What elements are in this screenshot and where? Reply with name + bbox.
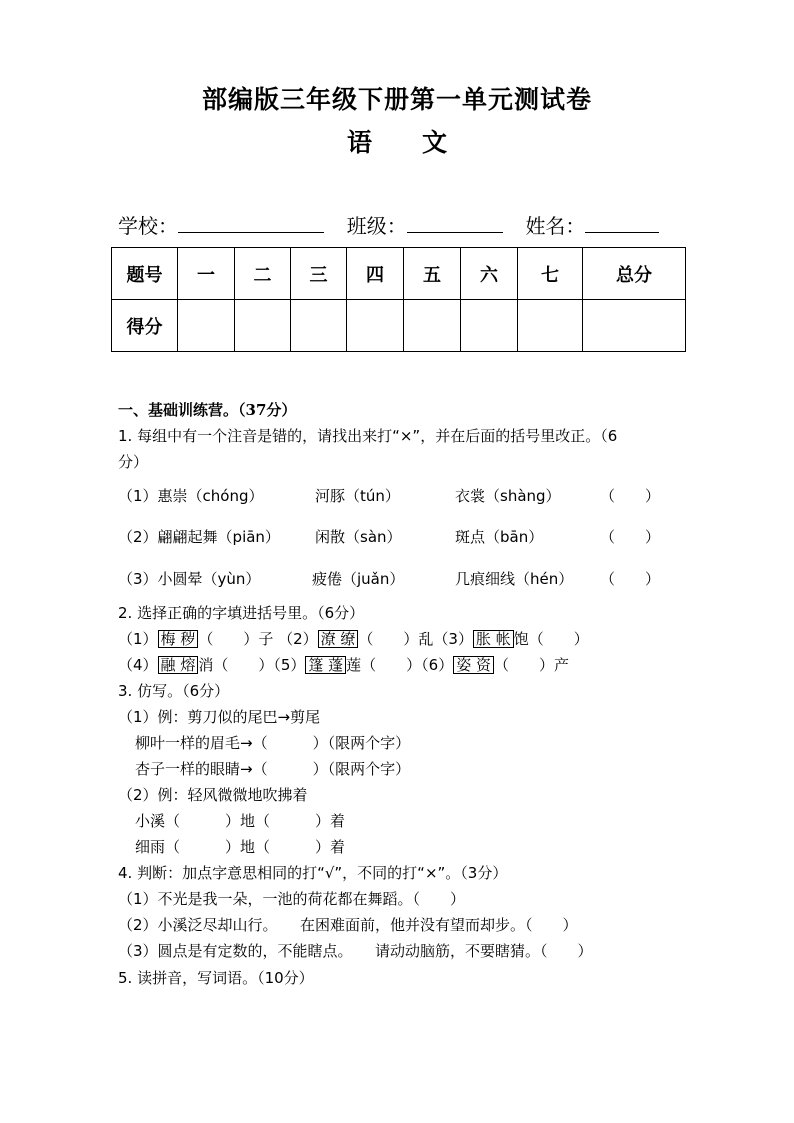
q4-text: 4. 判断：加点字意思相同的打“√”，不同的打“×”。（3分） [118, 864, 508, 882]
q3-line: 杏子一样的眼睛→（ ）（限两个字） [135, 760, 411, 778]
q2-blank-text: （ ）乱（3） [358, 630, 473, 648]
q5-text: 5. 读拼音，写词语。（10分） [118, 969, 314, 987]
student-info-line [118, 210, 659, 239]
score-cell[interactable] [178, 300, 235, 352]
page-title: 部编版三年级下册第一单元测试卷 [201, 85, 592, 114]
score-header-cell: 二 [235, 248, 291, 300]
q2-line [118, 628, 589, 649]
q3-line: 柳叶一样的眉毛→（ ）（限两个字） [135, 734, 411, 752]
q4-line: （1）不光是我一朵，一池的荷花都在舞蹈。（ ） [118, 890, 466, 908]
score-header-cell: 三 [291, 248, 347, 300]
q2-blank-text: （ ）子 （2） [198, 630, 318, 648]
answer-blank[interactable]: （ ） [600, 570, 661, 588]
q4-line: （3）圆点是有定数的，不能瞎点。 请动动脑筋，不要瞎猜。（ ） [118, 942, 593, 960]
name-label: 姓名： [525, 214, 586, 238]
class-label: 班级： [346, 214, 407, 238]
score-row-label: 得分 [112, 300, 178, 352]
score-header-cell: 七 [518, 248, 583, 300]
score-header-cell: 四 [347, 248, 404, 300]
char-choice-box: 梅 秽 [158, 630, 199, 648]
name-blank[interactable] [585, 212, 659, 233]
q2-line [118, 654, 569, 675]
q2-blank-text: 饱（ ） [513, 630, 589, 648]
score-cell[interactable] [235, 300, 291, 352]
q2-label: （1） [118, 630, 158, 648]
q3-line: （1）例：剪刀似的尾巴→剪尾 [118, 708, 321, 726]
q1-item: （1）惠崇（chóng） [118, 487, 264, 505]
school-label: 学校： [118, 214, 178, 238]
class-blank[interactable] [407, 212, 503, 233]
q4-line: （2）小溪泛尽却山行。 在困难面前，他并没有望而却步。（ ） [118, 916, 578, 934]
score-table-score-row [112, 300, 686, 352]
char-choice-box: 融 熔 [158, 656, 199, 674]
char-choice-box: 姿 资 [453, 656, 494, 674]
q3-text: 3. 仿写。（6分） [118, 682, 230, 700]
q2-label: （4） [118, 656, 158, 674]
q2-blank-text: 消（ ）（5） [198, 656, 306, 674]
q3-line: 小溪（ ）地（ ）着 [135, 812, 346, 830]
score-header-cell: 题号 [112, 248, 178, 300]
q1-text: 1. 每组中有一个注音是错的，请找出来打“×”，并在后面的括号里改正。（6 [118, 427, 618, 445]
score-cell[interactable] [461, 300, 518, 352]
score-table-header-row [112, 248, 686, 300]
school-blank[interactable] [178, 212, 324, 233]
score-cell[interactable] [404, 300, 461, 352]
score-cell[interactable] [583, 300, 686, 352]
score-cell[interactable] [518, 300, 583, 352]
score-cell[interactable] [347, 300, 404, 352]
q1-item: （3）小圆晕（yùn） [118, 570, 261, 588]
answer-blank[interactable]: （ ） [600, 528, 661, 546]
score-cell[interactable] [291, 300, 347, 352]
score-table [111, 247, 686, 352]
q1-item: （2）翩翩起舞（piān） [118, 528, 280, 546]
section-heading: 一、基础训练营。（37分） [118, 401, 297, 419]
q1-item: 几痕细线（hén） [455, 570, 574, 588]
q1-item: 斑点（bān） [455, 528, 544, 546]
q1-item: 疲倦（juǎn） [312, 570, 405, 588]
q2-blank-text: （ ）产 [493, 656, 569, 674]
q1-item: 衣裳（shàng） [455, 487, 561, 505]
q2-blank-text: 莲（ ）（6） [346, 656, 454, 674]
q1-text-cont: 分） [118, 453, 149, 471]
char-choice-box: 潦 缭 [318, 630, 359, 648]
q2-text: 2. 选择正确的字填进括号里。（6分） [118, 604, 365, 622]
q3-line: （2）例：轻风微微地吹拂着 [118, 786, 308, 804]
char-choice-box: 篷 蓬 [305, 656, 346, 674]
q1-item: 河豚（tún） [315, 487, 400, 505]
score-header-cell: 六 [461, 248, 518, 300]
char-choice-box: 胀 帐 [473, 630, 514, 648]
q3-line: 细雨（ ）地（ ）着 [135, 838, 346, 856]
q1-item: 闲散（sàn） [315, 528, 402, 546]
subject-title: 语 文 [346, 128, 447, 157]
score-header-cell: 总分 [583, 248, 686, 300]
answer-blank[interactable]: （ ） [600, 487, 661, 505]
score-header-cell: 五 [404, 248, 461, 300]
score-header-cell: 一 [178, 248, 235, 300]
